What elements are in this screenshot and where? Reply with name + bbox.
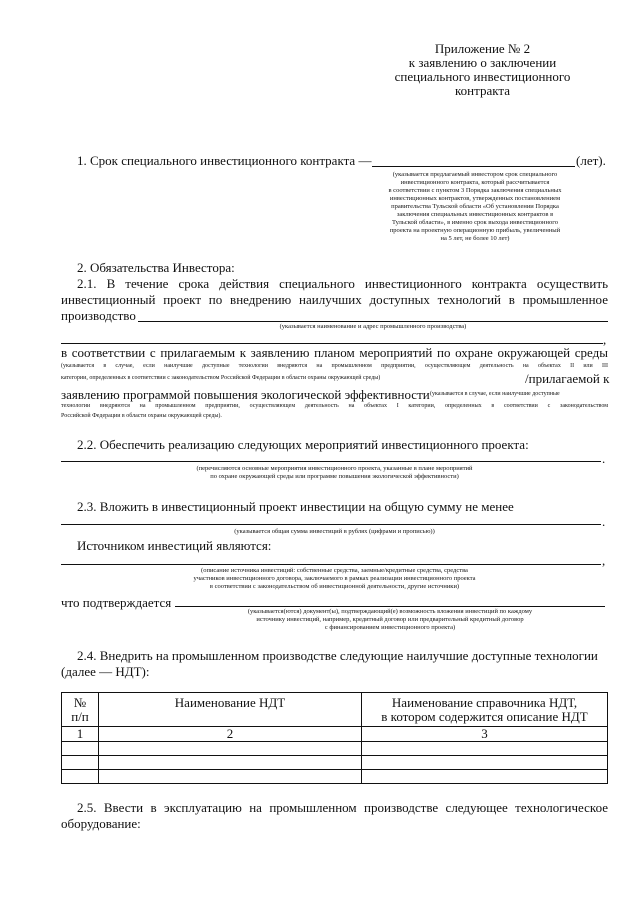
- appendix-header: [380, 42, 585, 98]
- term-suffix: (лет).: [576, 153, 606, 168]
- col-number-header: № п/п: [62, 693, 99, 727]
- plan-slash: /прилагаемой к: [525, 371, 610, 386]
- sources-comma: ,: [602, 553, 606, 568]
- p23-sum-line[interactable]: [61, 524, 601, 525]
- p23-dot: .: [602, 514, 606, 529]
- table-row: 1 2 3: [62, 727, 608, 742]
- ndt-table: [61, 692, 608, 784]
- sources-input-line[interactable]: [61, 564, 601, 565]
- p25-line2: оборудование:: [61, 816, 141, 831]
- sources-note: (описание источника инвестиций: собственные средства, заемные/кредитные средства, средства участников инвестиционного договора, заключаемого в рамках реализации инвестиционного проекта в соответствии с законодательством об инвестиционной деятельности, другие источники): [193, 567, 476, 590]
- plan-line: в соответствии с прилагаемым к заявлению планом мероприятий по охране окружающей среды: [61, 345, 608, 360]
- investor-obligations-title: 2. Обязательства Инвестора:: [77, 260, 235, 275]
- header-line-4: контракта: [455, 83, 510, 98]
- plan-note-1: (указывается в случае, если наилучшие доступные технологии внедряются на промышленном предприятии, осуществляющем деятельность на объектах II или III: [61, 363, 608, 369]
- production-label: производство: [61, 308, 136, 323]
- table-header-row: [62, 693, 608, 727]
- p22-dot: .: [602, 451, 606, 466]
- production-continuation-line[interactable]: [61, 343, 603, 344]
- header-line-3: специального инвестиционного: [394, 69, 571, 84]
- p23-sum-note: (указывается общая сумма инвестиций в рублях (цифрами и прописью)): [234, 528, 435, 535]
- program-note-b: технологии внедряются на промышленном предприятии, осуществляющем деятельность на объектах I категории, определенных в соответствии с законодательством: [61, 403, 608, 409]
- term-input-line[interactable]: [372, 166, 575, 167]
- p22-input-line[interactable]: [61, 461, 601, 462]
- term-note: (указывается предлагаемый инвестором срок специального инвестиционного контракта, который рассчитывается в соответствии с пунктом 3 Порядка заключения специальных инвестиционных контрактов, утвержденных постановлением правительства Тульской области «Об установлении Порядка заключения специальных инвестиционных контрактов в Тульской области», в именно срок выхода инвестиционного проекта на проектную операционную прибыль, увеличенный на 5 лет, не более 10 лет): [388, 171, 562, 242]
- header-line-1: Приложение № 2: [434, 41, 531, 56]
- col-ndt-name-header: Наименование НДТ: [99, 693, 362, 727]
- col-reference-header: Наименование справочника НДТ, в котором содержится описание НДТ: [362, 693, 608, 727]
- program-note-c: Российской Федерации в области охраны окружающей среды).: [61, 413, 222, 419]
- confirm-note: (указывается(ются) документ(ы), подтверждающий(е) возможность вложения инвестиций по каждому источнику инвестиций, например, кредитный договор или предварительный кредитный договор с финансированием инвестиционного проекта): [247, 608, 533, 631]
- p22-text: 2.2. Обеспечить реализацию следующих мероприятий инвестиционного проекта:: [77, 437, 529, 452]
- confirm-input-line[interactable]: [175, 606, 605, 607]
- comma: ,: [603, 332, 607, 347]
- plan-note-2: категории, определенных в соответствии с законодательством Российской Федерации в области охраны окружающей среды): [61, 375, 381, 381]
- table-row[interactable]: [62, 756, 608, 770]
- p23-text: 2.3. Вложить в инвестиционный проект инвестиции на общую сумму не менее: [77, 499, 514, 514]
- p25-line1: 2.5. Ввести в эксплуатацию на промышленном производстве следующее технологическое: [77, 800, 608, 815]
- sources-label: Источником инвестиций являются:: [77, 538, 272, 553]
- p24-line2: (далее — НДТ):: [61, 664, 150, 679]
- p22-note: (перечисляются основные мероприятия инвестиционного проекта, указанные в плане мероприятий по охране окружающей среды или программе повышения экологической эффективности): [196, 465, 473, 480]
- p21-line1: 2.1. В течение срока действия специального инвестиционного контракта осуществить: [77, 276, 608, 291]
- production-note: (указывается наименование и адрес промышленного производства): [279, 323, 467, 330]
- table-row[interactable]: [62, 770, 608, 784]
- program-note-a: (указывается в случае, если наилучшие доступные: [430, 391, 560, 397]
- program-line: заявлению программой повышения экологической эффективности: [61, 387, 430, 402]
- p21-line2: инвестиционный проект по внедрению наилучших доступных технологий в промышленное: [61, 292, 608, 307]
- table-row[interactable]: [62, 742, 608, 756]
- header-line-2: к заявлению о заключении: [408, 55, 557, 70]
- production-input-line[interactable]: [138, 321, 608, 322]
- p24-line1: 2.4. Внедрить на промышленном производстве следующие наилучшие доступные технологии: [77, 648, 598, 663]
- term-label: 1. Срок специального инвестиционного контракта —: [77, 153, 372, 168]
- confirm-label: что подтверждается: [61, 595, 172, 610]
